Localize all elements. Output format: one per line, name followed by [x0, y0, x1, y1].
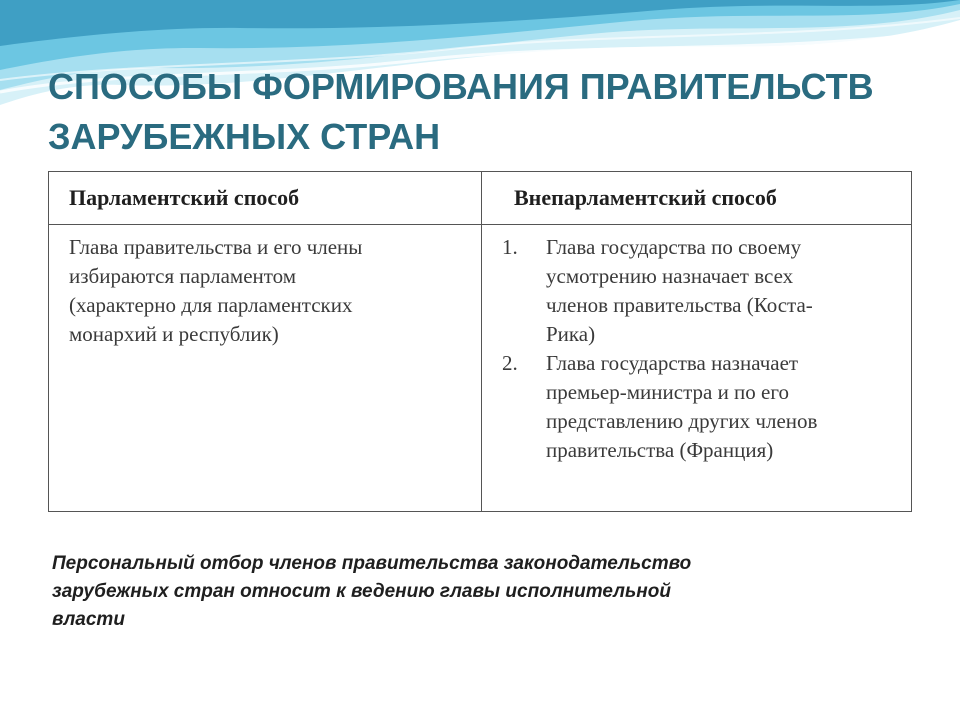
text-line: членов правительства (Коста- — [546, 293, 813, 317]
text-line: премьер-министра и по его — [546, 380, 789, 404]
table-header-row — [49, 172, 912, 225]
slide-title — [48, 62, 928, 162]
text-line: правительства (Франция) — [546, 438, 774, 462]
header-extra-parliamentary: Внепарламентский способ — [482, 172, 912, 225]
header-parliamentary: Парламентский способ — [49, 172, 482, 225]
text-line: Глава государства назначает — [546, 351, 799, 375]
cell-parliamentary — [49, 225, 482, 512]
slide-title-line-1: СПОСОБЫ ФОРМИРОВАНИЯ ПРАВИТЕЛЬСТВ — [48, 66, 874, 107]
text-line: Глава правительства и его члены — [69, 235, 363, 259]
list-number: 1. — [502, 235, 518, 259]
numbered-list — [482, 233, 911, 465]
list-item — [482, 233, 911, 349]
comparison-table — [48, 171, 912, 512]
slide-title-line-2: ЗАРУБЕЖНЫХ СТРАН — [48, 116, 441, 157]
text-line: избираются парламентом — [69, 264, 297, 288]
list-item — [482, 349, 911, 465]
text-line: зарубежных стран относит к ведению главы исполнительной — [52, 581, 671, 602]
text-line: Рика) — [546, 322, 596, 346]
text-line: (характерно для парламентских — [69, 293, 353, 317]
table-body-row — [49, 225, 912, 512]
footnote-text — [52, 550, 902, 634]
list-number: 2. — [502, 351, 518, 375]
cell-extra-parliamentary — [482, 225, 912, 512]
text-line: представлению других членов — [546, 409, 818, 433]
text-line: власти — [52, 609, 125, 630]
text-line: Персональный отбор членов правительства законодательство — [52, 553, 692, 574]
text-line: Глава государства по своему — [546, 235, 802, 259]
text-line: монархий и республик) — [69, 322, 279, 346]
text-line: усмотрению назначает всех — [546, 264, 794, 288]
